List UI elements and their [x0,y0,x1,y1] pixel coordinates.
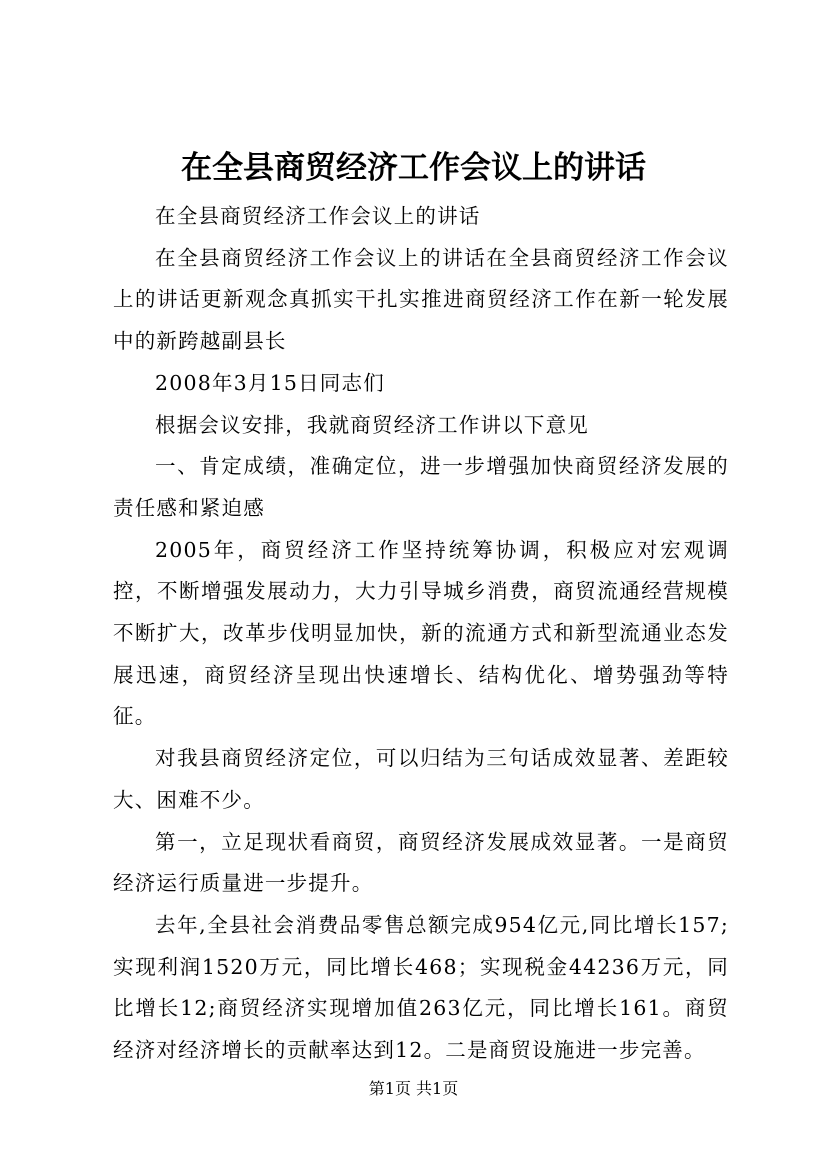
paragraph: 第一，立足现状看商贸，商贸经济发展成效显著。一是商贸经济运行质量进一步提升。 [113,829,729,896]
paragraph: 去年,全县社会消费品零售总额完成954亿元,同比增长157;实现利润1520万元，同比增长468；实现税金44236万元，同比增长12;商贸经济实现增加值263亿元，同比增长161。商贸经济对经济增长的贡献率达到12。二是商贸设施进一步完善。 [113,912,729,1063]
paragraph: 对我县商贸经济定位，可以归结为三句话成效显著、差距较大、困难不少。 [113,746,729,812]
document-body [113,196,729,1072]
document-title: 在全县商贸经济工作会议上的讲话 [181,150,646,186]
paragraph: 在全县商贸经济工作会议上的讲话 [155,204,481,228]
paragraph: 一、肯定成绩，准确定位，进一步增强加快商贸经济发展的责任感和紧迫感 [113,454,729,520]
page-footer: 第1页 共1页 [368,1079,459,1098]
paragraph: 2005年，商贸经济工作坚持统筹协调，积极应对宏观调控，不断增强发展动力，大力引导城乡消费，商贸流通经营规模不断扩大，改革步伐明显加快，新的流通方式和新型流通业态发展迅速，商贸经济呈现出快速增长、结构优化、增势强劲等特征。 [113,537,729,729]
paragraph: 2008年3月15日同志们 [155,370,385,395]
paragraph: 根据会议安排，我就商贸经济工作讲以下意见 [155,412,589,437]
paragraph: 在全县商贸经济工作会议上的讲话在全县商贸经济工作会议上的讲话更新观念真抓实干扎实推进商贸经济工作在新一轮发展中的新跨越副县长 [113,245,729,354]
